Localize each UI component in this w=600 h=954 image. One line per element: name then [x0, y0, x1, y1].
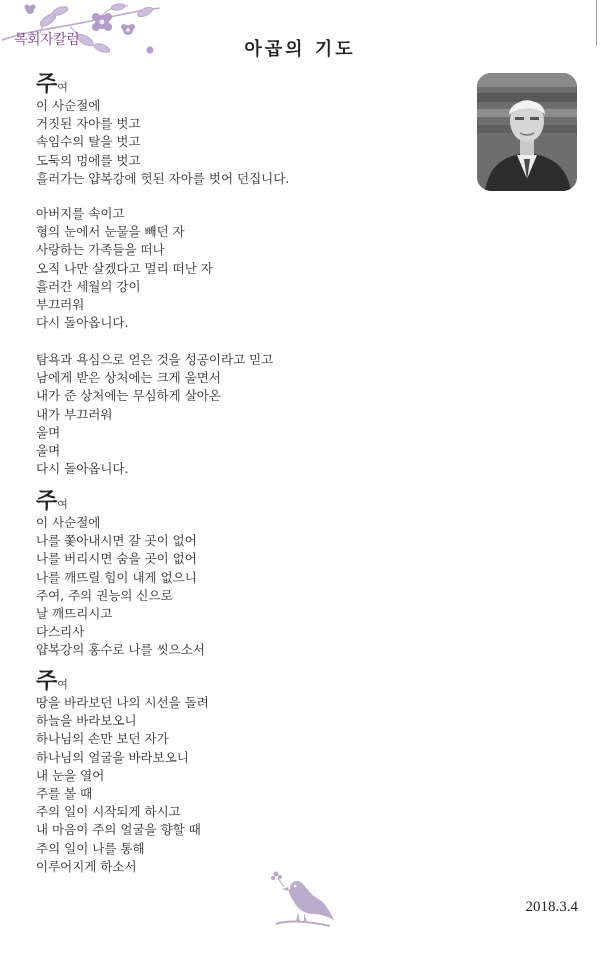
- poem-line: 거짓된 자아를 벗고: [36, 116, 141, 132]
- heading-rest: 여: [57, 498, 68, 511]
- author-photo: [477, 73, 577, 191]
- heading-initial: 주: [36, 668, 58, 694]
- poem-line: 내가 부끄러워: [36, 406, 113, 422]
- heading-rest: 여: [57, 678, 68, 691]
- poem-line: 부끄러워: [36, 296, 85, 312]
- poem-line: 주를 볼 때: [36, 785, 93, 801]
- poem-stanza-2: [36, 205, 213, 332]
- poem-line: 이 사순절에: [36, 515, 101, 530]
- poem-line: 나를 버리시면 숨을 곳이 없어: [36, 551, 197, 567]
- poem-line: 다시 돌아옵니다.: [36, 461, 129, 477]
- poem-line: 주의 일이 나를 통해: [36, 840, 145, 856]
- poem-line: 속임수의 탈을 벗고: [36, 134, 141, 150]
- poem-line: 이루어지게 하소서: [36, 858, 137, 874]
- poem-line: 주의 일이 시작되게 하시고: [36, 804, 181, 820]
- poem-line: 하나님의 손만 보던 자가: [36, 731, 169, 747]
- poem-stanza-3: [36, 351, 273, 478]
- bird-ornament-icon: [268, 870, 338, 928]
- poem-stanza-1: [36, 71, 289, 188]
- poem-line: 탐욕과 욕심으로 얻은 것을 성공이라고 믿고: [36, 352, 274, 367]
- poem-line: 울며: [36, 442, 61, 458]
- stanza-heading: [36, 71, 289, 97]
- poem-line: 도둑의 멍에를 벗고: [36, 152, 141, 168]
- poem-line: 나를 깨뜨릴 힘이 내게 없으니: [36, 569, 197, 585]
- poem-line: 남에게 받은 상처에는 크게 울면서: [36, 370, 221, 386]
- poem-line: 하늘을 바라보오니: [36, 713, 137, 729]
- page-title: 아곱의 기도: [244, 39, 356, 60]
- poem-line: 울며: [36, 424, 61, 440]
- poem-line: 사랑하는 가족들을 떠나: [36, 242, 165, 258]
- poem-line: 다시 돌아옵니다.: [36, 315, 129, 331]
- author-portrait-image: [477, 73, 577, 191]
- poem-line: 아버지를 속이고: [36, 206, 125, 221]
- poem-line: 날 깨뜨리시고: [36, 605, 113, 621]
- column-tag: 목회자칼럼: [14, 32, 80, 48]
- poem-line: 나를 쫓아내시면 갈 곳이 없어: [36, 533, 197, 549]
- poem-line: 내 마음이 주의 얼굴을 향할 때: [36, 822, 201, 838]
- date-stamp: 2018.3.4: [525, 899, 578, 915]
- heading-initial: 주: [36, 488, 58, 514]
- poem-line: 오직 나만 살겠다고 멀리 떠난 자: [36, 260, 213, 276]
- poem-line: 내가 준 상처에는 무심하게 살아온: [36, 388, 221, 404]
- stanza-heading: [36, 488, 205, 514]
- poem-line: 흘러간 세월의 강이: [36, 278, 141, 294]
- poem-stanza-4: [36, 488, 205, 660]
- poem-line: 흘러가는 얍복강에 헛된 자아를 벗어 던집니다.: [36, 170, 290, 186]
- poem-line: 하나님의 얼굴을 바라보오니: [36, 749, 189, 765]
- poem-line: 주여, 주의 권능의 신으로: [36, 587, 173, 603]
- poem-line: 이 사순절에: [36, 98, 101, 113]
- poem-line: 얍복강의 홍수로 나를 씻으소서: [36, 642, 205, 658]
- stanza-heading: [36, 668, 209, 694]
- poem-line: 형의 눈에서 눈물을 빼던 자: [36, 224, 185, 240]
- poem-line: 내 눈을 열어: [36, 767, 105, 783]
- poem-stanza-5: [36, 668, 209, 876]
- heading-initial: 주: [36, 71, 58, 97]
- poem-line: 다스리사: [36, 624, 85, 640]
- poem-line: 땅을 바라보던 나의 시선을 돌려: [36, 695, 209, 710]
- heading-rest: 여: [57, 81, 68, 94]
